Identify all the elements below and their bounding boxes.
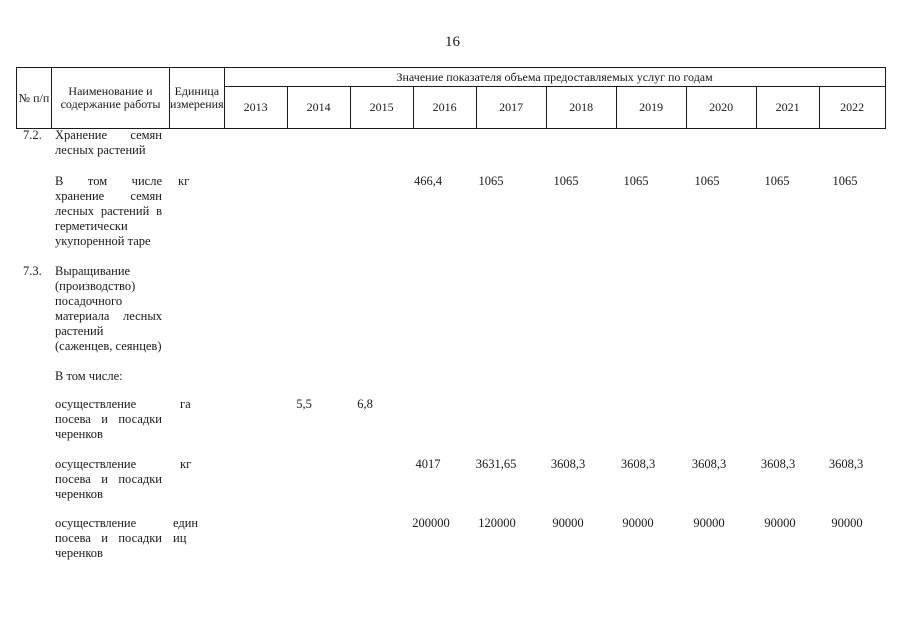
- table-cell: 466,4: [413, 174, 443, 188]
- row-name: осуществление посева и посадки черенков: [55, 457, 162, 501]
- table-cell: 90000: [831, 516, 863, 530]
- table-cell: 3608,3: [828, 457, 864, 471]
- table-cell: 1065: [832, 174, 858, 188]
- row-number: 7.3.: [23, 264, 42, 278]
- table-cell: 5,5: [296, 397, 312, 411]
- table-cell: 120000: [478, 516, 516, 530]
- table-header: [16, 67, 886, 129]
- table-cell: 90000: [552, 516, 584, 530]
- table-cell: 3608,3: [760, 457, 796, 471]
- table-cell: 1065: [478, 174, 504, 188]
- header-group: Значение показателя объема предоставляемых услуг по годам: [224, 68, 885, 87]
- row-unit: кг: [178, 174, 190, 188]
- table-cell: 3631,65: [475, 457, 517, 471]
- header-year: 2015: [350, 87, 413, 129]
- table-cell: 90000: [693, 516, 725, 530]
- page-number: 16: [445, 34, 460, 50]
- table-cell: 90000: [622, 516, 654, 530]
- header-year: 2020: [686, 87, 756, 129]
- row-name: В том числе хранение семян лесных растений в герметически укупоренной таре: [55, 174, 162, 248]
- header-num: № п/п: [17, 68, 52, 129]
- table-cell: 90000: [764, 516, 796, 530]
- row-unit: га: [180, 397, 191, 411]
- header-year: 2021: [756, 87, 819, 129]
- row-name: Выращивание (производство) посадочного материала лесных растений (саженцев, сеянцев): [55, 264, 162, 353]
- table-cell: 1065: [623, 174, 649, 188]
- row-unit: кг: [180, 457, 192, 471]
- header-year: 2014: [287, 87, 350, 129]
- header-year: 2018: [546, 87, 616, 129]
- row-name: осуществление посева и посадки черенков: [55, 397, 162, 441]
- table-cell: 3608,3: [620, 457, 656, 471]
- table-cell: 3608,3: [691, 457, 727, 471]
- header-year: 2013: [224, 87, 287, 129]
- table-cell: 200000: [412, 516, 450, 530]
- table-cell: 1065: [694, 174, 720, 188]
- row-name: осуществление посева и посадки черенков: [55, 516, 162, 560]
- row-name: Хранение семян лесных растений: [55, 128, 162, 157]
- row-number: 7.2.: [23, 128, 42, 142]
- header-name: Наименование и содержание работы: [52, 68, 170, 129]
- table-cell: 3608,3: [550, 457, 586, 471]
- header-year: 2022: [819, 87, 885, 129]
- header-unit: Единица измерения: [170, 68, 225, 129]
- table-cell: 1065: [553, 174, 579, 188]
- row-name: В том числе:: [55, 369, 123, 383]
- header-year: 2016: [413, 87, 476, 129]
- header-year: 2017: [476, 87, 546, 129]
- header-year: 2019: [616, 87, 686, 129]
- table-cell: 6,8: [357, 397, 373, 411]
- table-cell: 1065: [764, 174, 790, 188]
- row-unit: единиц: [173, 516, 199, 545]
- table-cell: 4017: [415, 457, 441, 471]
